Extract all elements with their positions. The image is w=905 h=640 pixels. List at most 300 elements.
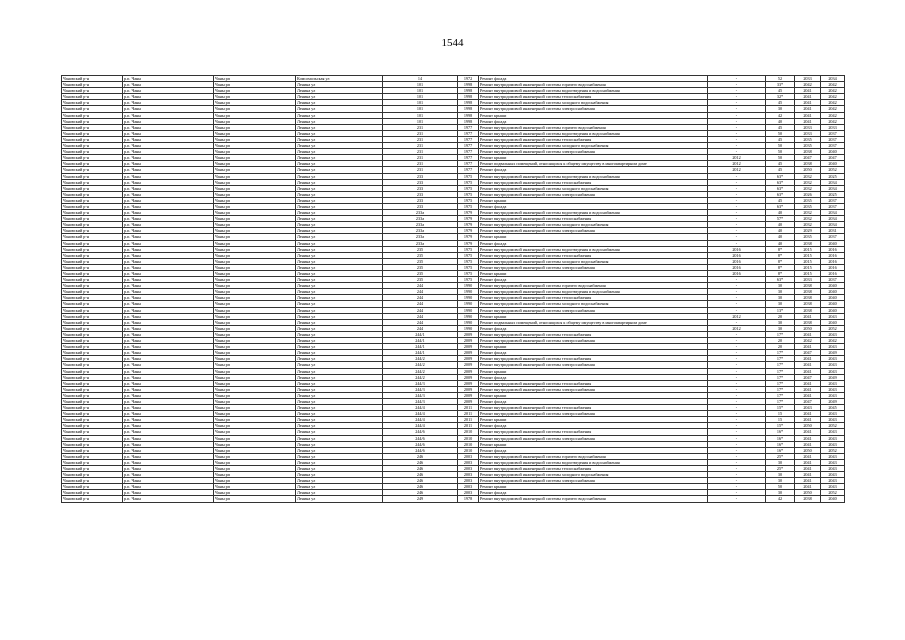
cell-start: 2033 (795, 130, 821, 136)
cell-end: 2049 (821, 350, 845, 356)
cell-work: Ремонт крыши (479, 313, 708, 319)
cell-end: 2045 (821, 405, 845, 411)
cell-street: Ленина ул (296, 429, 383, 435)
cell-house: 235 (383, 264, 458, 270)
cell-plan_from: - (708, 100, 766, 106)
cell-plan_from: 2016 (708, 246, 766, 252)
cell-year: 1998 (458, 88, 479, 94)
cell-plan_from: - (708, 435, 766, 441)
cell-locality: Чаны рп (214, 210, 296, 216)
cell-district: Чановский р-н (62, 392, 123, 398)
cell-work: Ремонт внутридомовой инженерной системы водоотведения и водоснабжения (479, 289, 708, 295)
cell-settlement: р.п. Чаны (123, 118, 214, 124)
cell-settlement: р.п. Чаны (123, 82, 214, 88)
cell-street: Ленина ул (296, 100, 383, 106)
cell-work: Ремонт крыши (479, 344, 708, 350)
cell-street: Ленина ул (296, 118, 383, 124)
cell-district: Чановский р-н (62, 362, 123, 368)
cell-year: 2009 (458, 380, 479, 386)
cell-period: 40 (766, 240, 795, 246)
cell-period: 50 (766, 130, 795, 136)
cell-start: 2038 (795, 496, 821, 502)
cell-period: 40 (766, 210, 795, 216)
cell-start: 2043 (795, 405, 821, 411)
cell-street: Ленина ул (296, 380, 383, 386)
cell-settlement: р.п. Чаны (123, 411, 214, 417)
cell-start: 2038 (795, 283, 821, 289)
cell-start: 2032 (795, 222, 821, 228)
cell-work: Ремонт подвальных помещений, относящихся к общему имуществу в многоквартирном доме (479, 319, 708, 325)
cell-locality: Чаны рп (214, 405, 296, 411)
cell-street: Ленина ул (296, 283, 383, 289)
cell-start: 2041 (795, 106, 821, 112)
cell-street: Ленина ул (296, 222, 383, 228)
cell-work: Ремонт фасада (479, 277, 708, 283)
cell-locality: Чаны рп (214, 411, 296, 417)
cell-end: 2016 (821, 252, 845, 258)
cell-district: Чановский р-н (62, 356, 123, 362)
cell-house: 233 (383, 203, 458, 209)
cell-house: 244 (383, 325, 458, 331)
cell-work: Ремонт внутридомовой инженерной системы теплоснабжения (479, 295, 708, 301)
cell-start: 2041 (795, 368, 821, 374)
cell-district: Чановский р-н (62, 447, 123, 453)
cell-period: 52 (766, 76, 795, 82)
cell-plan_from: - (708, 307, 766, 313)
cell-locality: Чаны рп (214, 94, 296, 100)
cell-year: 1990 (458, 313, 479, 319)
cell-year: 2009 (458, 344, 479, 350)
cell-settlement: р.п. Чаны (123, 429, 214, 435)
cell-plan_from: 2012 (708, 325, 766, 331)
cell-plan_from: - (708, 185, 766, 191)
cell-street: Ленина ул (296, 325, 383, 331)
cell-district: Чановский р-н (62, 301, 123, 307)
cell-plan_from: - (708, 240, 766, 246)
cell-district: Чановский р-н (62, 386, 123, 392)
cell-locality: Чаны рп (214, 130, 296, 136)
cell-period: 45 (766, 161, 795, 167)
cell-house: 244 (383, 283, 458, 289)
cell-year: 2003 (458, 459, 479, 465)
cell-end: 2042 (821, 88, 845, 94)
cell-house: 246 (383, 490, 458, 496)
cell-settlement: р.п. Чаны (123, 179, 214, 185)
cell-house: 244/1 (383, 338, 458, 344)
cell-house: 244/3 (383, 386, 458, 392)
cell-start: 2035 (795, 203, 821, 209)
cell-locality: Чаны рп (214, 173, 296, 179)
cell-start: 2015 (795, 252, 821, 258)
cell-period: 16* (766, 435, 795, 441)
cell-district: Чановский р-н (62, 344, 123, 350)
cell-street: Ленина ул (296, 149, 383, 155)
cell-period: 30 (766, 459, 795, 465)
cell-district: Чановский р-н (62, 76, 123, 82)
cell-year: 1990 (458, 301, 479, 307)
cell-district: Чановский р-н (62, 289, 123, 295)
cell-district: Чановский р-н (62, 466, 123, 472)
cell-year: 2009 (458, 398, 479, 404)
cell-plan_from: - (708, 130, 766, 136)
cell-district: Чановский р-н (62, 350, 123, 356)
cell-district: Чановский р-н (62, 423, 123, 429)
cell-district: Чановский р-н (62, 216, 123, 222)
cell-year: 1990 (458, 319, 479, 325)
cell-plan_from: 2012 (708, 167, 766, 173)
cell-start: 2015 (795, 258, 821, 264)
cell-locality: Чаны рп (214, 264, 296, 270)
cell-street: Ленина ул (296, 210, 383, 216)
cell-period: 42 (766, 112, 795, 118)
cell-house: 244/2 (383, 374, 458, 380)
cell-district: Чановский р-н (62, 496, 123, 502)
cell-house: 235 (383, 258, 458, 264)
cell-house: 231 (383, 136, 458, 142)
cell-end: 2043 (821, 466, 845, 472)
cell-street: Ленина ул (296, 459, 383, 465)
cell-year: 1975 (458, 258, 479, 264)
cell-work: Ремонт внутридомовой инженерной системы теплоснабжения (479, 179, 708, 185)
cell-house: 233 (383, 179, 458, 185)
cell-year: 1998 (458, 118, 479, 124)
cell-end: 2037 (821, 143, 845, 149)
cell-street: Ленина ул (296, 496, 383, 502)
cell-period: 32* (766, 94, 795, 100)
cell-year: 1975 (458, 271, 479, 277)
cell-locality: Чаны рп (214, 313, 296, 319)
cell-start: 2047 (795, 350, 821, 356)
cell-work: Ремонт внутридомовой инженерной системы теплоснабжения (479, 429, 708, 435)
cell-house: 101 (383, 100, 458, 106)
cell-end: 2042 (821, 338, 845, 344)
cell-start: 2047 (795, 155, 821, 161)
cell-period: 45 (766, 167, 795, 173)
cell-start: 2041 (795, 472, 821, 478)
cell-period: 20 (766, 313, 795, 319)
cell-locality: Чаны рп (214, 82, 296, 88)
cell-district: Чановский р-н (62, 161, 123, 167)
cell-locality: Чаны рп (214, 496, 296, 502)
cell-house: 233 (383, 185, 458, 191)
cell-start: 2038 (795, 289, 821, 295)
cell-year: 1975 (458, 173, 479, 179)
cell-district: Чановский р-н (62, 124, 123, 130)
cell-year: 2011 (458, 423, 479, 429)
cell-locality: Чаны рп (214, 143, 296, 149)
cell-start: 2041 (795, 435, 821, 441)
cell-house: 244/4 (383, 405, 458, 411)
cell-end: 2034 (821, 179, 845, 185)
cell-street: Ленина ул (296, 124, 383, 130)
cell-year: 1977 (458, 124, 479, 130)
cell-settlement: р.п. Чаны (123, 325, 214, 331)
cell-plan_from: 2012 (708, 161, 766, 167)
cell-street: Ленина ул (296, 466, 383, 472)
cell-period: 50 (766, 143, 795, 149)
cell-locality: Чаны рп (214, 325, 296, 331)
cell-start: 2038 (795, 307, 821, 313)
cell-house: 246 (383, 472, 458, 478)
cell-end: 2043 (821, 368, 845, 374)
cell-district: Чановский р-н (62, 429, 123, 435)
cell-district: Чановский р-н (62, 368, 123, 374)
cell-period: 63* (766, 277, 795, 283)
cell-period: 17* (766, 362, 795, 368)
cell-plan_from: 2012 (708, 313, 766, 319)
cell-settlement: р.п. Чаны (123, 100, 214, 106)
cell-work: Ремонт фасада (479, 325, 708, 331)
cell-work: Ремонт внутридомовой инженерной системы водоотведения и водоснабжения (479, 459, 708, 465)
cell-district: Чановский р-н (62, 130, 123, 136)
cell-period: 40 (766, 118, 795, 124)
cell-settlement: р.п. Чаны (123, 191, 214, 197)
cell-period: 63* (766, 203, 795, 209)
cell-plan_from: 2012 (708, 155, 766, 161)
cell-end: 2016 (821, 258, 845, 264)
cell-plan_from: - (708, 319, 766, 325)
cell-street: Ленина ул (296, 179, 383, 185)
cell-settlement: р.п. Чаны (123, 484, 214, 490)
cell-work: Ремонт внутридомовой инженерной системы холодного водоснабжения (479, 100, 708, 106)
cell-locality: Чаны рп (214, 331, 296, 337)
cell-period: 17* (766, 350, 795, 356)
cell-year: 2003 (458, 453, 479, 459)
cell-work: Ремонт крыши (479, 112, 708, 118)
cell-locality: Чаны рп (214, 149, 296, 155)
cell-district: Чановский р-н (62, 295, 123, 301)
cell-street: Ленина ул (296, 484, 383, 490)
cell-house: 244 (383, 307, 458, 313)
cell-settlement: р.п. Чаны (123, 405, 214, 411)
cell-end: 2016 (821, 264, 845, 270)
cell-house: 233а (383, 216, 458, 222)
cell-settlement: р.п. Чаны (123, 222, 214, 228)
cell-year: 2009 (458, 362, 479, 368)
cell-settlement: р.п. Чаны (123, 398, 214, 404)
cell-plan_from: - (708, 472, 766, 478)
cell-settlement: р.п. Чаны (123, 210, 214, 216)
cell-house: 101 (383, 106, 458, 112)
cell-start: 2035 (795, 143, 821, 149)
cell-street: Ленина ул (296, 417, 383, 423)
cell-work: Ремонт фасада (479, 203, 708, 209)
cell-period: 20 (766, 344, 795, 350)
cell-work: Ремонт внутридомовой инженерной системы теплоснабжения (479, 216, 708, 222)
cell-start: 2032 (795, 173, 821, 179)
cell-plan_from: - (708, 295, 766, 301)
cell-house: 244/2 (383, 362, 458, 368)
cell-year: 1979 (458, 210, 479, 216)
cell-work: Ремонт внутридомовой инженерной системы холодного водоснабжения (479, 185, 708, 191)
cell-work: Ремонт подвальных помещений, относящихся к общему имуществу в многоквартирном доме (479, 161, 708, 167)
cell-settlement: р.п. Чаны (123, 423, 214, 429)
cell-start: 2032 (795, 210, 821, 216)
cell-house: 244 (383, 295, 458, 301)
cell-settlement: р.п. Чаны (123, 356, 214, 362)
cell-end: 2043 (821, 386, 845, 392)
cell-plan_from: - (708, 429, 766, 435)
cell-settlement: р.п. Чаны (123, 240, 214, 246)
cell-house: 231 (383, 149, 458, 155)
cell-period: 45 (766, 197, 795, 203)
cell-locality: Чаны рп (214, 283, 296, 289)
cell-locality: Чаны рп (214, 271, 296, 277)
cell-year: 1975 (458, 252, 479, 258)
cell-settlement: р.п. Чаны (123, 344, 214, 350)
cell-settlement: р.п. Чаны (123, 161, 214, 167)
cell-period: 13* (766, 307, 795, 313)
cell-settlement: р.п. Чаны (123, 252, 214, 258)
cell-year: 1975 (458, 203, 479, 209)
cell-locality: Чаны рп (214, 338, 296, 344)
cell-year: 1977 (458, 149, 479, 155)
cell-end: 2033 (821, 124, 845, 130)
cell-work: Ремонт внутридомовой инженерной системы холодного водоснабжения (479, 143, 708, 149)
cell-settlement: р.п. Чаны (123, 319, 214, 325)
cell-plan_from: - (708, 210, 766, 216)
cell-house: 246 (383, 466, 458, 472)
cell-start: 2042 (795, 338, 821, 344)
cell-period: 8* (766, 258, 795, 264)
cell-locality: Чаны рп (214, 386, 296, 392)
cell-period: 17* (766, 374, 795, 380)
cell-plan_from: - (708, 118, 766, 124)
cell-district: Чановский р-н (62, 459, 123, 465)
cell-end: 2042 (821, 106, 845, 112)
cell-end: 2043 (821, 411, 845, 417)
cell-house: 233а (383, 228, 458, 234)
cell-year: 1998 (458, 106, 479, 112)
cell-locality: Чаны рп (214, 252, 296, 258)
cell-plan_from: - (708, 386, 766, 392)
cell-district: Чановский р-н (62, 179, 123, 185)
cell-work: Ремонт фасада (479, 167, 708, 173)
cell-house: 235 (383, 277, 458, 283)
cell-start: 2038 (795, 301, 821, 307)
cell-house: 244/2 (383, 356, 458, 362)
cell-year: 2009 (458, 350, 479, 356)
cell-street: Ленина ул (296, 368, 383, 374)
cell-end: 2047 (821, 155, 845, 161)
cell-settlement: р.п. Чаны (123, 313, 214, 319)
cell-district: Чановский р-н (62, 374, 123, 380)
cell-settlement: р.п. Чаны (123, 173, 214, 179)
cell-settlement: р.п. Чаны (123, 386, 214, 392)
cell-end: 2043 (821, 484, 845, 490)
cell-period: 63* (766, 179, 795, 185)
cell-district: Чановский р-н (62, 82, 123, 88)
cell-street: Ленина ул (296, 453, 383, 459)
cell-locality: Чаны рп (214, 435, 296, 441)
cell-end: 2042 (821, 112, 845, 118)
cell-house: 246 (383, 459, 458, 465)
cell-locality: Чаны рп (214, 392, 296, 398)
cell-street: Ленина ул (296, 289, 383, 295)
cell-house: 244/6 (383, 429, 458, 435)
cell-year: 2010 (458, 435, 479, 441)
cell-district: Чановский р-н (62, 472, 123, 478)
cell-street: Ленина ул (296, 167, 383, 173)
cell-year: 1977 (458, 143, 479, 149)
cell-locality: Чаны рп (214, 472, 296, 478)
cell-district: Чановский р-н (62, 222, 123, 228)
cell-work: Ремонт внутридомовой инженерной системы теплоснабжения (479, 252, 708, 258)
cell-period: 50 (766, 484, 795, 490)
cell-year: 1975 (458, 191, 479, 197)
cell-house: 231 (383, 143, 458, 149)
cell-locality: Чаны рп (214, 277, 296, 283)
cell-plan_from: - (708, 417, 766, 423)
cell-end: 2037 (821, 197, 845, 203)
cell-period: 40 (766, 222, 795, 228)
cell-street: Ленина ул (296, 313, 383, 319)
cell-house: 244/1 (383, 350, 458, 356)
cell-district: Чановский р-н (62, 88, 123, 94)
cell-period: 8* (766, 252, 795, 258)
cell-settlement: р.п. Чаны (123, 435, 214, 441)
cell-district: Чановский р-н (62, 143, 123, 149)
cell-plan_from: - (708, 289, 766, 295)
cell-start: 2042 (795, 82, 821, 88)
cell-plan_from: - (708, 441, 766, 447)
cell-work: Ремонт внутридомовой инженерной системы электроснабжения (479, 435, 708, 441)
cell-locality: Чаны рп (214, 484, 296, 490)
cell-settlement: р.п. Чаны (123, 466, 214, 472)
cell-plan_from: - (708, 124, 766, 130)
cell-start: 2041 (795, 459, 821, 465)
cell-end: 2049 (821, 374, 845, 380)
cell-year: 2009 (458, 374, 479, 380)
cell-work: Ремонт крыши (479, 271, 708, 277)
cell-work: Ремонт внутридомовой инженерной системы электроснабжения (479, 307, 708, 313)
cell-work: Ремонт внутридомовой инженерной системы теплоснабжения (479, 331, 708, 337)
cell-work: Ремонт внутридомовой инженерной системы электроснабжения (479, 338, 708, 344)
cell-street: Комсомольская ул (296, 76, 383, 82)
cell-locality: Чаны рп (214, 228, 296, 234)
cell-year: 1979 (458, 228, 479, 234)
cell-start: 2041 (795, 94, 821, 100)
cell-period: 30 (766, 283, 795, 289)
cell-locality: Чаны рп (214, 380, 296, 386)
cell-settlement: р.п. Чаны (123, 124, 214, 130)
cell-settlement: р.п. Чаны (123, 228, 214, 234)
cell-settlement: р.п. Чаны (123, 264, 214, 270)
cell-district: Чановский р-н (62, 100, 123, 106)
cell-locality: Чаны рп (214, 398, 296, 404)
cell-plan_from: - (708, 453, 766, 459)
cell-work: Ремонт фасада (479, 490, 708, 496)
cell-locality: Чаны рп (214, 429, 296, 435)
cell-work: Ремонт крыши (479, 441, 708, 447)
cell-plan_from: - (708, 301, 766, 307)
cell-end: 2034 (821, 222, 845, 228)
cell-period: 33* (766, 82, 795, 88)
cell-settlement: р.п. Чаны (123, 478, 214, 484)
cell-settlement: р.п. Чаны (123, 496, 214, 502)
cell-plan_from: - (708, 216, 766, 222)
cell-end: 2052 (821, 167, 845, 173)
cell-work: Ремонт фасада (479, 350, 708, 356)
cell-work: Ремонт внутридомовой инженерной системы горячего водоснабжения (479, 496, 708, 502)
cell-period: 30 (766, 325, 795, 331)
cell-year: 1979 (458, 240, 479, 246)
cell-house: 244/4 (383, 411, 458, 417)
cell-settlement: р.п. Чаны (123, 331, 214, 337)
cell-settlement: р.п. Чаны (123, 271, 214, 277)
cell-period: 50 (766, 149, 795, 155)
cell-locality: Чаны рп (214, 289, 296, 295)
